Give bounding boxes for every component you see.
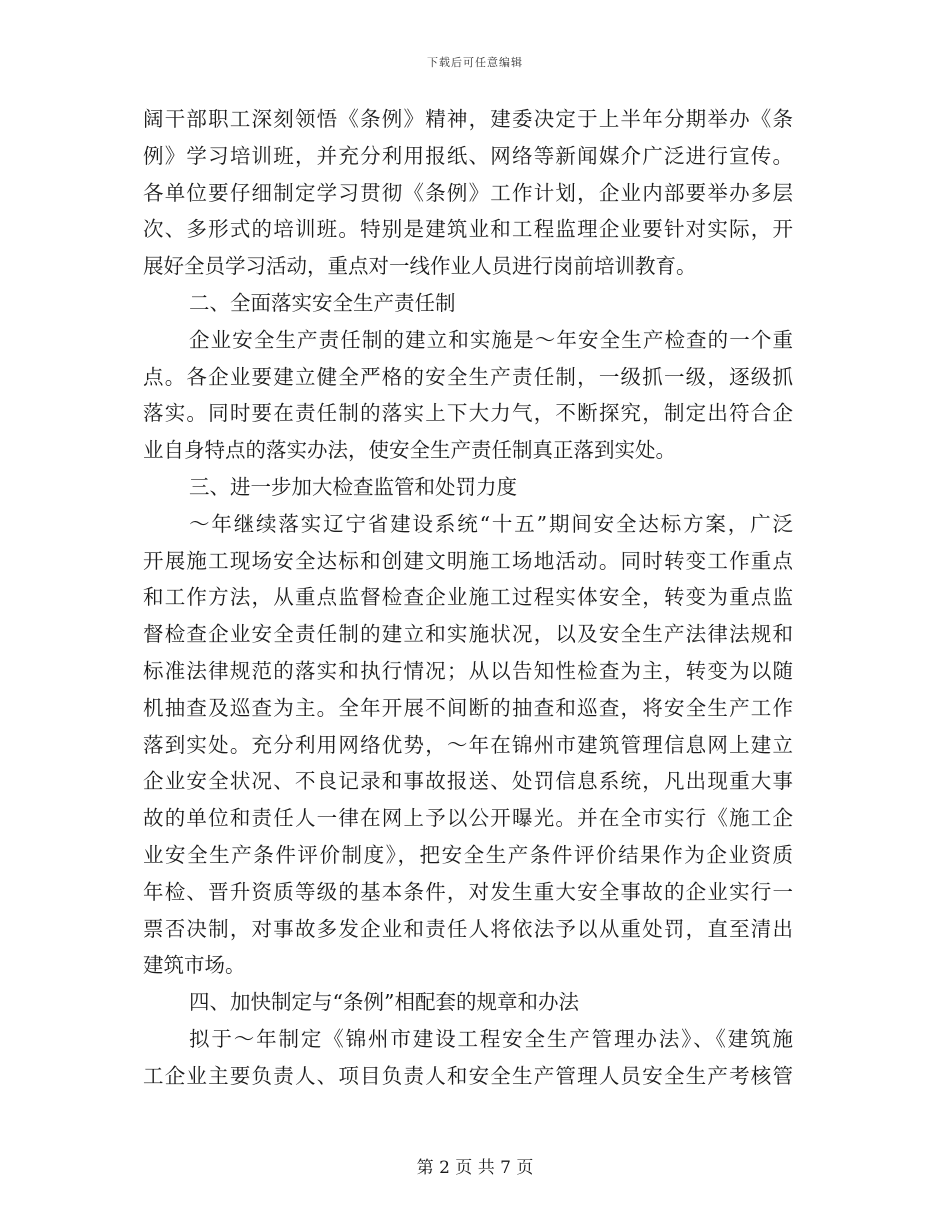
section-heading: 二、全面落实安全生产责任制 xyxy=(189,290,456,315)
text-line: 标准法律规范的落实和执行情况；从以告知性检查为主，转变为以随 xyxy=(143,658,793,683)
text-line: 例》学习培训班，并充分利用报纸、网络等新闻媒介广泛进行宣传。 xyxy=(143,143,793,168)
text-line: 次、多形式的培训班。特别是建筑业和工程监理企业要针对实际，开 xyxy=(143,217,793,242)
text-line: 业安全生产条件评价制度》，把安全生产条件评价结果作为企业资质 xyxy=(143,842,793,867)
page-header-note: 下载后可任意编辑 xyxy=(427,56,523,69)
text-line: 故的单位和责任人一律在网上予以公开曝光。并在全市实行《施工企 xyxy=(143,806,793,831)
text-line: 点。各企业要建立健全严格的安全生产责任制，一级抓一级，逐级抓 xyxy=(143,364,793,389)
document-body xyxy=(143,101,793,1095)
text-line: 各单位要仔细制定学习贯彻《条例》工作计划，企业内部要举办多层 xyxy=(143,180,793,205)
text-line: 建筑市场。 xyxy=(143,953,246,978)
page-number: 第 2 页 共 7 页 xyxy=(416,1158,534,1178)
text-line: 业自身特点的落实办法，使安全生产责任制真正落到实处。 xyxy=(143,438,676,463)
section-heading: 四、加快制定与“条例”相配套的规章和办法 xyxy=(189,990,579,1015)
text-line: 展好全员学习活动，重点对一线作业人员进行岗前培训教育。 xyxy=(143,254,697,279)
text-line: 开展施工现场安全达标和创建文明施工场地活动。同时转变工作重点 xyxy=(143,548,793,573)
text-line: 机抽查及巡查为主。全年开展不间断的抽查和巡查，将安全生产工作 xyxy=(143,695,793,720)
text-line: 落到实处。充分利用网络优势，～年在锦州市建筑管理信息网上建立 xyxy=(143,732,793,757)
text-line: 和工作方法，从重点监督检查企业施工过程实体安全，转变为重点监 xyxy=(143,585,793,610)
section-heading: 三、进一步加大检查监管和处罚力度 xyxy=(189,474,517,499)
text-line: ～年继续落实辽宁省建设系统“十五”期间安全达标方案，广泛 xyxy=(189,511,793,536)
text-line: 督检查企业安全责任制的建立和实施状况，以及安全生产法律法规和 xyxy=(143,622,793,647)
text-line: 票否决制，对事故多发企业和责任人将依法予以从重处罚，直至清出 xyxy=(143,916,793,941)
text-line: 企业安全状况、不良记录和事故报送、处罚信息系统，凡出现重大事 xyxy=(143,769,793,794)
text-line: 企业安全生产责任制的建立和实施是～年安全生产检查的一个重 xyxy=(189,327,793,352)
text-line: 拟于～年制定《锦州市建设工程安全生产管理办法》、《建筑施 xyxy=(189,1026,793,1051)
text-line: 工企业主要负责人、项目负责人和安全生产管理人员安全生产考核管 xyxy=(143,1063,793,1088)
text-line: 落实。同时要在责任制的落实上下大力气，不断探究，制定出符合企 xyxy=(143,401,793,426)
text-line: 阔干部职工深刻领悟《条例》精神，建委决定于上半年分期举办《条 xyxy=(143,107,793,131)
text-line: 年检、晋升资质等级的基本条件，对发生重大安全事故的企业实行一 xyxy=(143,879,793,904)
